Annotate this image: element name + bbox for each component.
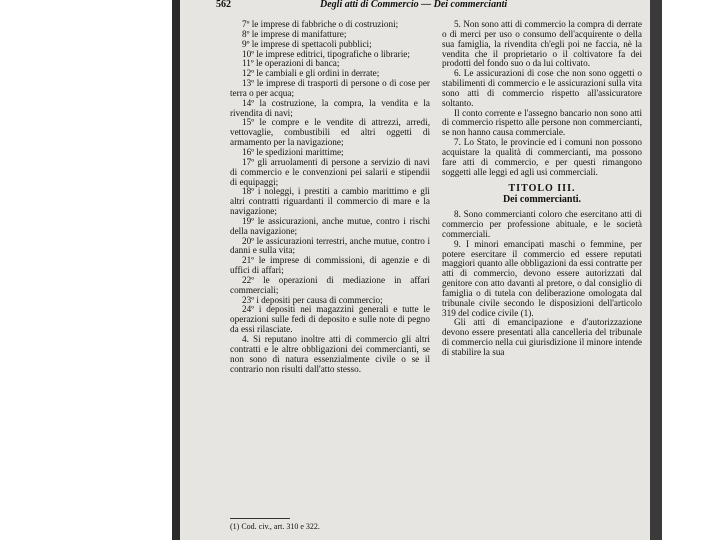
paragraph: 21º le imprese di commissioni, di agenzie e di uffici di affari;: [230, 255, 430, 276]
footnote-rule: [230, 518, 290, 519]
page-header: [180, 0, 650, 14]
paragraph: 11º le operazioni di banca;: [242, 58, 340, 69]
paragraph: 18º i noleggi, i prestiti a cambio marittimo e gli altri contratti riguardanti il commercio di mare e la navigazione;: [230, 186, 430, 217]
section-subtitle: Dei commercianti.: [502, 194, 582, 206]
paragraph: 8. Sono commercianti coloro che esercitano atti di commercio per professione abituale, e le società commerciali.: [442, 209, 642, 239]
paragraph: 7º le imprese di fabbriche o di costruzioni;: [242, 19, 399, 29]
paragraph: 16º le spedizioni marittime;: [242, 146, 344, 157]
paragraph: 4. Si reputano inoltre atti di commercio gli altri contratti e le altre obbligazioni dei commercianti, se non sono di natura essenzialmente civile o se il contrario non risulti dall'atto stesso.: [230, 334, 430, 374]
paragraph: 17º gli arruolamenti di persone a servizio di navi di commercio e le convenzioni pei salarii e stipendii di equipaggi;: [230, 156, 430, 187]
paragraph: 13º le imprese di trasporti di persone o di cose per terra o per acqua;: [230, 78, 430, 98]
paragraph: 7. Lo Stato, le provincie ed i comuni non possono acquistare la qualità di commercianti, ma possono fare atti di commercio, e per questi rimangono soggetti alle leggi ed agli usi commerciali.: [442, 137, 642, 177]
paragraph: 22º le operazioni di mediazione in affari commerciali;: [230, 274, 430, 295]
running-title: Degli atti di Commercio — Dei commercianti: [320, 0, 508, 10]
paragraph: 14º la costruzione, la compra, la vendita e la rivendita di navi;: [230, 97, 430, 118]
paragraph: 20º le assicurazioni terrestri, anche mutue, contro i danni e sulla vita;: [230, 235, 430, 256]
paragraph: 10º le imprese editrici, tipografiche o librarie;: [242, 48, 410, 59]
paragraph: 12º le cambiali e gli ordini in derrate;: [242, 68, 380, 79]
paragraph: 19º le assicurazioni, anche mutue, contro i rischi della navigazione;: [230, 215, 430, 236]
scan-left-border: [172, 0, 180, 540]
paragraph: 23º i depositi per causa di commercio;: [242, 294, 383, 305]
paragraph: 24º i depositi nei magazzini generali e tutte le operazioni sulle fedi di deposito e sulle note di pegno da essi rilasciate.: [230, 304, 430, 335]
section-title: TITOLO III.: [508, 182, 576, 194]
scan-right-border: [650, 0, 662, 540]
right-column: [442, 20, 642, 358]
paragraph: 9. I minori emancipati maschi o femmine, per potere esercitare il commercio ed essere reputati maggiori quanto alle obbligazioni da essi contratte per atti di commercio, devono essere autorizzati dal genitore con atto davanti al pretore, o dal consiglio di famiglia o di tutela con deliberazione omologata dal tribunale civile secondo le disposizioni dell'articolo 319 del codice civile (1).: [442, 238, 642, 318]
paragraph: 9º le imprese di spettacoli pubblici;: [242, 38, 372, 49]
paragraph: 15º le compre e le vendite di attrezzi, arredi, vettovaglie, combustibili ed altri oggetti di armamento per la navigazione;: [230, 117, 430, 148]
paragraph: Il conto corrente e l'assegno bancario non sono atti di commercio rispetto alle persone non commercianti, se non hanno causa commerciale.: [442, 107, 642, 138]
paragraph: Gli atti di emancipazione e d'autorizzazione devono essere presentati alla cancelleria del tribunale di commercio nella cui giurisdizione il minore intende di stabilire la sua: [442, 317, 642, 357]
paragraph: 6. Le assicurazioni di cose che non sono oggetti o stabilimenti di commercio e le assicurazioni sulla vita sono atti di commercio rispetto all'assicuratore soltanto.: [442, 68, 642, 108]
left-column: [230, 20, 430, 374]
paragraph: 5. Non sono atti di commercio la compra di derrate o di merci per uso o consumo dell'acquirente o della sua famiglia, la rivendita ch'egli poi ne faccia, nè la vendita che il proprietario o il coltivatore fa dei prodotti del fondo suo o da lui coltivato.: [442, 19, 642, 69]
footnote: (1) Cod. civ., art. 310 e 322.: [230, 522, 320, 531]
page-number: 562: [216, 0, 231, 10]
paragraph: 8º le imprese di manifatture;: [242, 28, 347, 39]
book-page: [180, 0, 650, 540]
